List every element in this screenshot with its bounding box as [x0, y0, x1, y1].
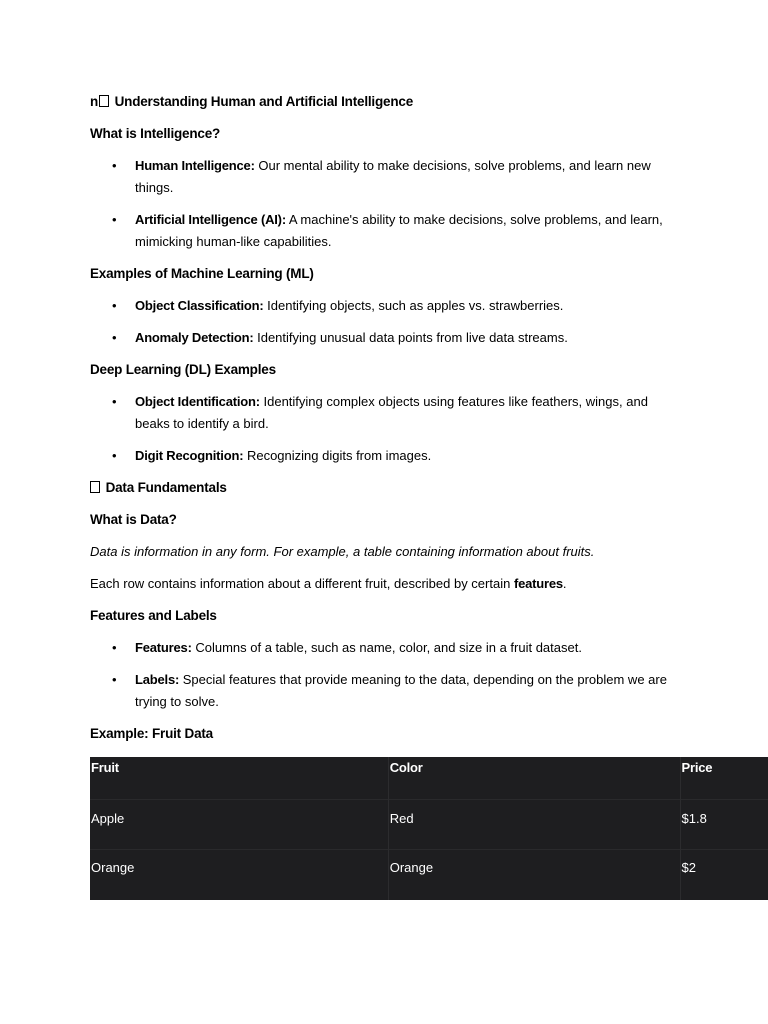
term-label: Anomaly Detection: — [135, 330, 254, 345]
term-text: Identifying complex objects using features like feathers, wings, and beaks to identify a bird. — [135, 394, 648, 431]
table-cell: Orange — [388, 850, 680, 900]
term-label: Labels: — [135, 672, 180, 687]
column-header-fruit: Fruit — [90, 757, 388, 800]
data-definition-paragraph: Data is information in any form. For example, a table containing information about fruits. — [90, 544, 595, 559]
term-text: Identifying unusual data points from live data streams. — [253, 330, 568, 345]
term-text: Our mental ability to make decisions, solve problems, and learn new things. — [135, 158, 651, 195]
list-item — [90, 327, 675, 349]
term-label: Features: — [135, 640, 192, 655]
term-text: Special features that provide meaning to the data, depending on the problem we are trying to solve. — [135, 672, 667, 709]
list-item — [90, 669, 675, 713]
list-item — [90, 155, 675, 199]
section-heading-ai — [90, 91, 768, 113]
list-item — [90, 637, 675, 659]
ml-list — [90, 295, 768, 349]
table-cell: $1.8 — [680, 800, 768, 850]
list-item — [90, 391, 675, 435]
row-description-paragraph — [90, 573, 768, 595]
section-heading-data — [90, 477, 768, 499]
column-header-price: Price — [681, 760, 713, 775]
intelligence-list — [90, 155, 768, 253]
section-title: Understanding Human and Artificial Intelligence — [114, 94, 414, 109]
paragraph-text-end: . — [562, 576, 567, 591]
features-list — [90, 637, 768, 713]
term-label: Object Identification: — [135, 394, 260, 409]
bullet-icon: • — [112, 298, 117, 313]
bullet-icon: • — [112, 330, 117, 345]
dl-list — [90, 391, 768, 467]
subheading-what-is-data: What is Data? — [90, 512, 177, 527]
list-item — [90, 209, 675, 253]
bullet-icon: • — [112, 158, 117, 173]
term-label: Human Intelligence: — [135, 158, 255, 173]
bullet-icon: • — [112, 448, 117, 463]
document-body — [90, 91, 768, 755]
subheading-what-is-intelligence: What is Intelligence? — [90, 126, 221, 141]
table-cell: $2 — [680, 850, 768, 900]
n-glyph-icon: n — [90, 94, 99, 109]
term-label: Object Classification: — [135, 298, 264, 313]
missing-glyph-icon — [99, 95, 109, 107]
list-item — [90, 445, 675, 467]
term-label: Digit Recognition: — [135, 448, 244, 463]
term-text: A machine's ability to make decisions, solve problems, and learn, mimicking human-like capabilities. — [135, 212, 663, 249]
subheading-features-labels: Features and Labels — [90, 608, 217, 623]
table-row — [90, 850, 768, 900]
term-text: Identifying objects, such as apples vs. strawberries. — [263, 298, 564, 313]
term-text: Columns of a table, such as name, color, and size in a fruit dataset. — [191, 640, 582, 655]
list-item — [90, 295, 675, 317]
table-cell: Orange — [90, 850, 388, 900]
paragraph-text: Each row contains information about a different fruit, described by certain — [90, 576, 514, 591]
subheading-dl-examples: Deep Learning (DL) Examples — [90, 362, 276, 377]
table-cell: Red — [388, 800, 680, 850]
missing-glyph-icon — [90, 481, 100, 493]
fruit-data-table — [90, 757, 768, 900]
bullet-icon: • — [112, 212, 117, 227]
table-row — [90, 800, 768, 850]
section-title: Data Fundamentals — [105, 480, 227, 495]
subheading-ml-examples: Examples of Machine Learning (ML) — [90, 266, 314, 281]
table-cell: Apple — [90, 800, 388, 850]
term-label: Artificial Intelligence (AI): — [135, 212, 286, 227]
bullet-icon: • — [112, 672, 117, 687]
bullet-icon: • — [112, 640, 117, 655]
term-text: Recognizing digits from images. — [243, 448, 432, 463]
table-header-row — [90, 757, 768, 800]
bullet-icon: • — [112, 394, 117, 409]
column-header-color: Color — [388, 757, 680, 800]
paragraph-emphasis: features — [513, 576, 563, 591]
subheading-fruit-example: Example: Fruit Data — [90, 726, 213, 741]
